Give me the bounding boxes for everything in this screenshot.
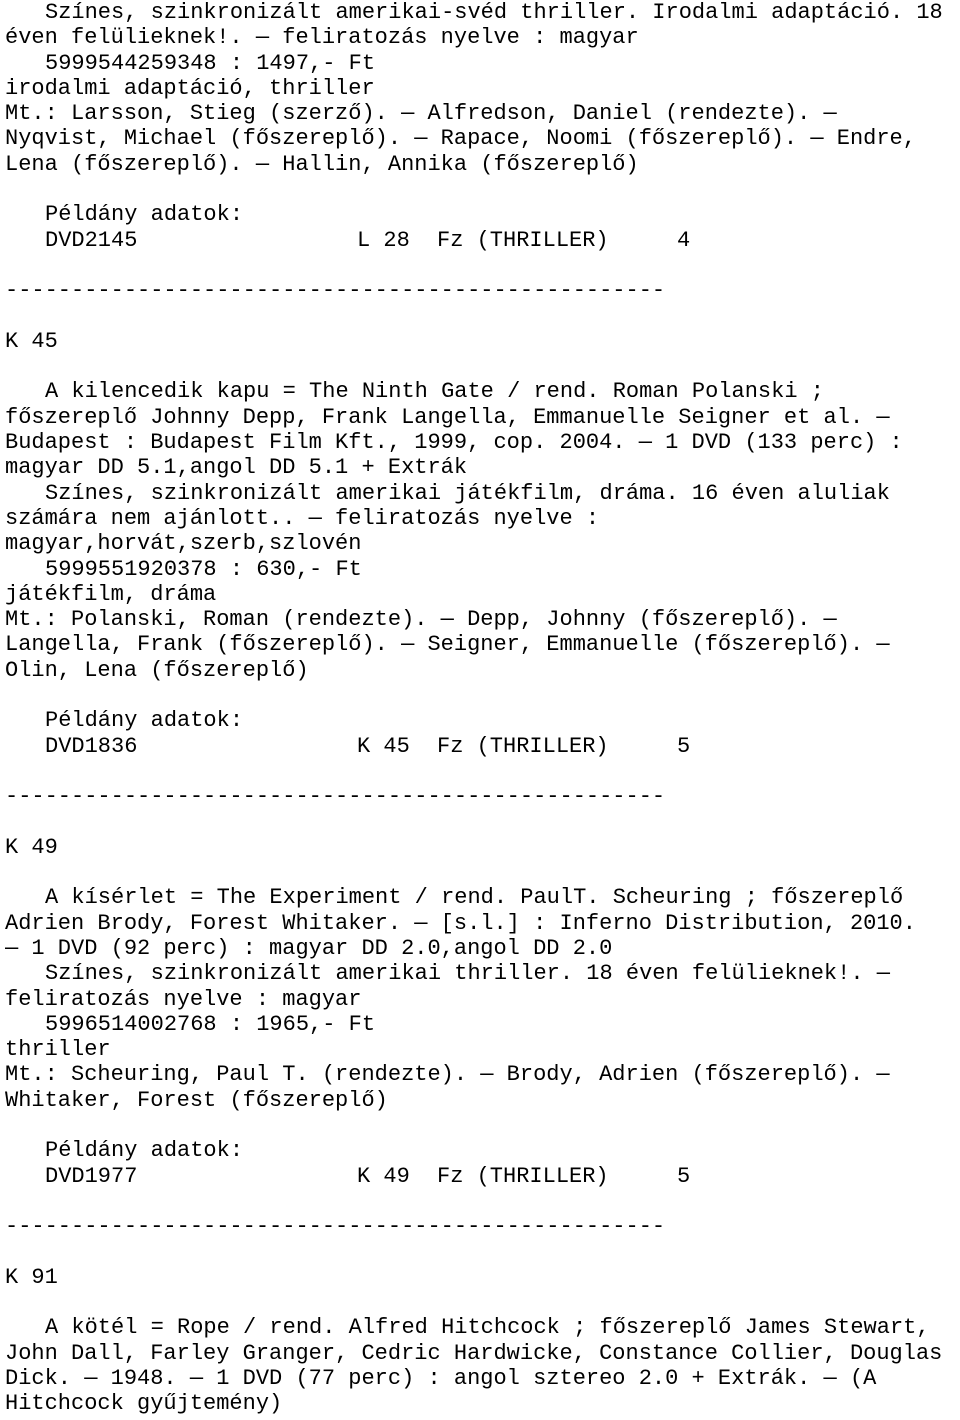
separator: -------------------------------------------------- [5, 278, 666, 304]
spacer [5, 759, 960, 784]
record-line: Mt.: Polanski, Roman (rendezte). — Depp, Johnny (főszereplő). — [5, 607, 837, 633]
copy-row [5, 1164, 960, 1189]
record-code: K 49 [5, 834, 58, 860]
record-line: Nyqvist, Michael (főszereplő). — Rapace, Noomi (főszereplő). — Endre, [5, 126, 916, 152]
record-k45 [5, 329, 960, 810]
separator: -------------------------------------------------- [5, 1214, 666, 1240]
record-line: 5999544259348 : 1497,- Ft [45, 50, 376, 76]
copy-count: 5 [677, 733, 691, 759]
record-line: 5999551920378 : 630,- Ft [45, 556, 362, 582]
record-line: éven felülieknek!. — feliratozás nyelve : magyar [5, 25, 639, 51]
record-line: Színes, szinkronizált amerikai játékfilm, dráma. 16 éven aluliak [45, 480, 890, 506]
copy-id: DVD1977 [45, 1163, 138, 1189]
copy-id: DVD2145 [45, 227, 138, 253]
record-line: John Dall, Farley Granger, Cedric Hardwicke, Constance Collier, Douglas [5, 1340, 943, 1366]
record-k49 [5, 835, 960, 1240]
record-line: Hitchcock gyűjtemény) [5, 1391, 283, 1417]
record-line: — 1 DVD (92 perc) : magyar DD 2.0,angol DD 2.0 [5, 935, 613, 961]
record-line: Mt.: Scheuring, Paul T. (rendezte). — Brody, Adrien (főszereplő). — [5, 1062, 890, 1088]
copy-label: Példány adatok: [45, 202, 244, 228]
record-line: Dick. — 1948. — 1 DVD (77 perc) : angol sztereo 2.0 + Extrák. — (A [5, 1366, 877, 1392]
record-line: Mt.: Larsson, Stieg (szerző). — Alfredson, Daniel (rendezte). — [5, 101, 837, 127]
spacer [5, 1113, 960, 1138]
catalog-document [5, 0, 960, 1417]
spacer [5, 1189, 960, 1214]
copy-id: DVD1836 [45, 733, 138, 759]
spacer [5, 810, 960, 835]
copy-row [5, 228, 960, 253]
record-line: magyar DD 5.1,angol DD 5.1 + Extrák [5, 455, 468, 481]
copy-count: 5 [677, 1163, 691, 1189]
record-line: thriller [5, 1037, 111, 1063]
record-line: Adrien Brody, Forest Whitaker. — [s.l.] : Inferno Distribution, 2010. [5, 910, 916, 936]
record-line: Whitaker, Forest (főszereplő) [5, 1087, 388, 1113]
record-line: A kötél = Rope / rend. Alfred Hitchcock ; főszereplő James Stewart, [45, 1315, 930, 1341]
record-line: Színes, szinkronizált amerikai thriller. 18 éven felülieknek!. — [45, 961, 890, 987]
spacer [5, 1290, 960, 1315]
copy-label: Példány adatok: [45, 708, 244, 734]
record-line: Olin, Lena (főszereplő) [5, 657, 309, 683]
record-k91 [5, 1265, 960, 1417]
spacer [5, 304, 960, 329]
copy-location: Fz (THRILLER) [437, 1163, 609, 1189]
spacer [5, 683, 960, 708]
copy-label: Példány adatok: [45, 1138, 244, 1164]
record-code: K 45 [5, 328, 58, 354]
copy-call-number: K 45 [357, 733, 410, 759]
record-line: Lena (főszereplő). — Hallin, Annika (főszereplő) [5, 151, 639, 177]
record-continued [5, 0, 960, 304]
record-line: Langella, Frank (főszereplő). — Seigner, Emmanuelle (főszereplő). — [5, 632, 890, 658]
copy-call-number: L 28 [357, 227, 410, 253]
spacer [5, 253, 960, 278]
copy-location: Fz (THRILLER) [437, 733, 609, 759]
record-line: A kilencedik kapu = The Ninth Gate / rend. Roman Polanski ; [45, 379, 824, 405]
record-line: főszereplő Johnny Depp, Frank Langella, Emmanuelle Seigner et al. — [5, 404, 890, 430]
record-line: magyar,horvát,szerb,szlovén [5, 531, 362, 557]
copy-call-number: K 49 [357, 1163, 410, 1189]
copy-count: 4 [677, 227, 691, 253]
record-line: 5996514002768 : 1965,- Ft [45, 1011, 376, 1037]
spacer [5, 860, 960, 885]
copy-location: Fz (THRILLER) [437, 227, 609, 253]
record-line: Színes, szinkronizált amerikai-svéd thriller. Irodalmi adaptáció. 18 [45, 0, 943, 25]
record-line: irodalmi adaptáció, thriller [5, 75, 375, 101]
record-line: feliratozás nyelve : magyar [5, 986, 362, 1012]
separator: -------------------------------------------------- [5, 784, 666, 810]
record-line: A kísérlet = The Experiment / rend. PaulT. Scheuring ; főszereplő [45, 885, 904, 911]
record-line: játékfilm, dráma [5, 581, 217, 607]
spacer [5, 1240, 960, 1265]
spacer [5, 354, 960, 379]
spacer [5, 177, 960, 202]
record-line: számára nem ajánlott.. — feliratozás nyelve : [5, 505, 600, 531]
record-code: K 91 [5, 1264, 58, 1290]
record-line: Budapest : Budapest Film Kft., 1999, cop. 2004. — 1 DVD (133 perc) : [5, 430, 903, 456]
copy-row [5, 734, 960, 759]
